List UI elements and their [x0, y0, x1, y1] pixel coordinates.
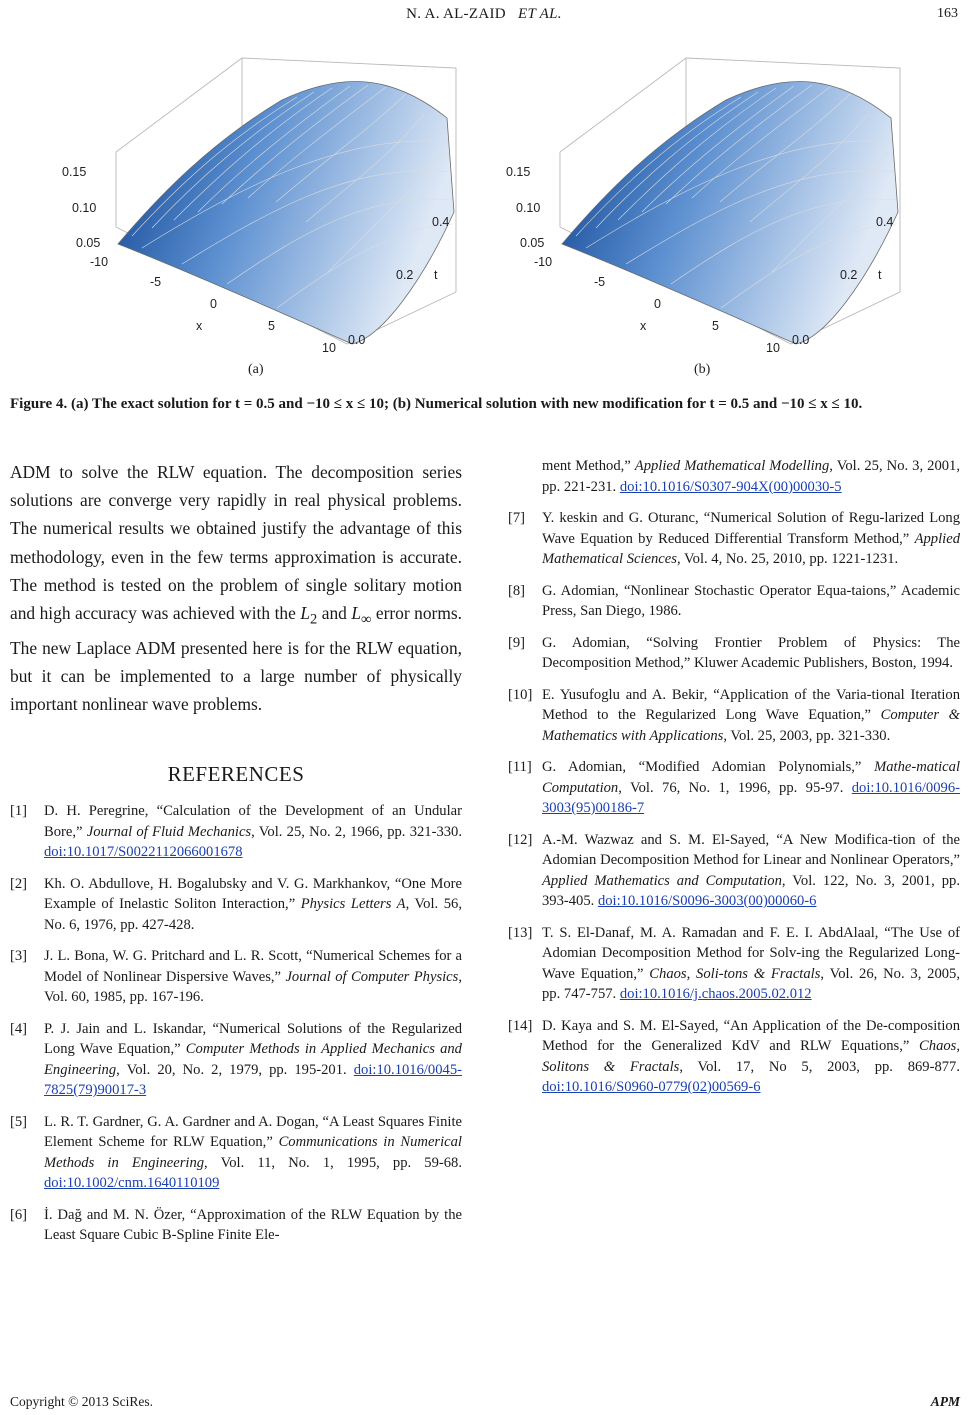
reference-number: [7] [508, 510, 526, 526]
reference-item [508, 923, 960, 1005]
t-tick: 0.0 [348, 333, 366, 347]
reference-text: A.-M. Wazwaz and S. M. El-Sayed, “A New Modifica-tion of the Adomian Decomposition Method for Linear and Nonlinear Operators,” Applied Mathematics and Computation, Vol. 122, No. 3, 2001, pp. 393-405. doi:10.1016/S0096-3003(00)00060-6 [542, 831, 960, 909]
x-tick: 10 [322, 341, 336, 355]
figure-caption: Figure 4. (a) The exact solution for t = 0.5 and −10 ≤ x ≤ 10; (b) Numerical solution with new modification for t = 0.5 and −10 ≤ x ≤ 10. [10, 396, 863, 412]
reference-item [10, 801, 462, 863]
reference-number: [14] [508, 1017, 533, 1034]
reference-number: [6] [10, 1206, 28, 1223]
reference-text: D. Kaya and S. M. El-Sayed, “An Application of the De-composition Method for the Generalized KdV and RLW Equations,” Chaos, Solitons & Fractals, Vol. 17, No 5, 2003, pp. 869-877. doi:10.1016/S0960-0779(02)00569-6 [542, 1017, 960, 1095]
surface-plot-b [496, 52, 916, 362]
z-tick: 0.10 [516, 201, 541, 215]
surface-plot-b-svg [496, 52, 916, 362]
reference-text: T. S. El-Danaf, M. A. Ramadan and F. E. I. AbdAlaal, “The Use of Adomian Decomposition Method for Solv-ing the Regularized Long-Wave Equation,” Chaos, Soli-tons & Fractals, Vol. 26, No. 3, 2005, pp. 747-757. doi:10.1016/j.chaos.2005.02.012 [542, 924, 961, 1002]
reference-text: P. J. Jain and L. Iskandar, “Numerical Solutions of the Regularized Long Wave Equation,” Computer Methods in Applied Mechanics and Engineering, Vol. 20, No. 2, 1979, pp. 195-201. doi:10.1016/0045-7825(79)90017-3 [44, 1020, 462, 1099]
reference-item [508, 456, 960, 497]
page-header [0, 6, 968, 26]
reference-number: [11] [508, 759, 532, 775]
reference-item [508, 1016, 960, 1098]
reference-item [508, 633, 960, 674]
x-tick: 10 [766, 341, 780, 355]
surface-plot-a-svg [52, 52, 472, 362]
reference-text: D. H. Peregrine, “Calculation of the Development of an Undular Bore,” Journal of Fluid Mechanics, Vol. 25, No. 2, 1966, pp. 321-330. doi:10.1017/S0022112066001678 [44, 803, 463, 861]
reference-text: Y. keskin and G. Oturanc, “Numerical Solution of Regu-larized Long Wave Equation by Reduced Differential Transform Method,” Applied Mathematical Sciences, Vol. 4, No. 25, 2010, pp. 1221-1231. [542, 510, 960, 567]
doi-link[interactable]: doi:10.1017/S0022112066001678 [44, 844, 243, 861]
x-tick: 5 [268, 319, 275, 333]
reference-number: [10] [508, 686, 533, 703]
journal-abbrev: APM [930, 1394, 960, 1409]
reference-item [508, 757, 960, 819]
reference-number: [9] [508, 634, 526, 651]
reference-item [508, 581, 960, 622]
copyright: Copyright © 2013 SciRes. [10, 1394, 154, 1409]
doi-link[interactable]: doi:10.1016/0045-7825(79)90017-3 [44, 1061, 462, 1099]
doi-link[interactable]: doi:10.1016/S0096-3003(00)00060-6 [597, 893, 817, 909]
right-column [508, 456, 960, 1109]
authors-etal: ET AL. [518, 6, 562, 22]
reference-list-right [508, 456, 960, 1098]
x-tick: 0 [210, 297, 217, 311]
reference-item [10, 1019, 462, 1101]
z-tick: 0.15 [62, 165, 87, 179]
surface-plot-a [52, 52, 472, 362]
x-tick: -5 [594, 275, 606, 289]
doi-link[interactable]: doi:10.1002/cnm.1640110109 [44, 1175, 220, 1192]
reference-number: [12] [508, 831, 533, 848]
reference-number: [1] [10, 803, 28, 820]
doi-link[interactable]: doi:10.1016/S0960-0779(02)00569-6 [542, 1079, 761, 1095]
doi-link[interactable]: doi:10.1016/S0307-904X(00)00030-5 [619, 478, 842, 495]
reference-text: L. R. T. Gardner, G. A. Gardner and A. Dogan, “A Least Squares Finite Element Scheme for RLW Equation,” Communications in Numerical Methods in Engineering, Vol. 11, No. 1, 1995, pp. 59-68. doi:10.1002/cnm.1640110109 [44, 1113, 462, 1192]
reference-number: [2] [10, 875, 28, 892]
reference-item [508, 830, 960, 912]
x-tick: -10 [90, 255, 109, 269]
reference-item [508, 508, 960, 570]
x-tick: 5 [712, 319, 719, 333]
left-column [10, 458, 462, 1257]
reference-number [508, 456, 542, 497]
reference-text: G. Adomian, “Modified Adomian Polynomials,” Mathe-matical Computation, Vol. 76, No. 1, 1996, pp. 95-97. doi:10.1016/0096-3003(95)00186-7 [542, 759, 960, 816]
reference-number: [4] [10, 1020, 28, 1037]
reference-text: ment Method,” Applied Mathematical Modelling, Vol. 25, No. 3, 2001, pp. 221-231. doi:10.1016/S0307-904X(00)00030-5 [542, 458, 960, 495]
t-tick: 0.4 [432, 215, 450, 229]
conclusion-paragraph: ADM to solve the RLW equation. The decomposition series solutions are converge very rapidly in real physical problems. The numerical results we obtained justify the advantage of this methodology, even in the few terms approximation is accurate. The method is tested on the problem of single solitary motion and high accuracy was achieved with the $L_2$ and $L_\infty$ error norms. The new Laplace ADM presented here is for the RLW equation, but it can be implemented to a large number of physically important nonlinear wave problems. [10, 462, 462, 715]
panel-label-b: (b) [694, 362, 711, 377]
running-authors [0, 6, 968, 23]
x-axis-label: x [640, 319, 647, 333]
reference-item [10, 946, 462, 1008]
doi-link[interactable]: doi:10.1016/0096-3003(95)00186-7 [542, 779, 960, 816]
z-tick: 0.05 [520, 236, 545, 250]
z-tick: 0.15 [506, 165, 531, 179]
panel-label-a: (a) [248, 362, 264, 377]
x-tick: -5 [150, 275, 162, 289]
reference-number: [8] [508, 582, 526, 599]
x-axis-label: x [196, 319, 203, 333]
reference-item [10, 874, 462, 936]
reference-list-left [10, 801, 462, 1246]
page-footer [10, 1394, 960, 1410]
t-tick: 0.2 [840, 268, 858, 282]
z-tick: 0.10 [72, 201, 97, 215]
reference-text: İ. Dağ and M. N. Özer, “Approximation of the RLW Equation by the Least Square Cubic B-Spline Finite Ele- [44, 1206, 462, 1244]
doi-link[interactable]: doi:10.1016/j.chaos.2005.02.012 [619, 986, 812, 1002]
reference-text: E. Yusufoglu and A. Bekir, “Application of the Varia-tional Iteration Method to the Regularized Long Wave Equation,” Computer & Mathematics with Applications, Vol. 25, 2003, pp. 321-330. [542, 686, 961, 744]
z-tick: 0.05 [76, 236, 101, 250]
reference-text: J. L. Bona, W. G. Pritchard and L. R. Scott, “Numerical Schemes for a Model of Nonlinear Dispersive Waves,” Journal of Computer Physics, Vol. 60, 1985, pp. 167-196. [44, 948, 462, 1006]
page-number: 163 [937, 6, 958, 21]
reference-number: [13] [508, 924, 533, 941]
x-tick: -10 [534, 255, 553, 269]
reference-number: [3] [10, 948, 28, 965]
t-axis-label: t [434, 268, 438, 282]
references-heading: REFERENCES [167, 762, 305, 787]
reference-item [10, 1112, 462, 1194]
figure-4 [0, 52, 968, 382]
x-tick: 0 [654, 297, 661, 311]
authors-main: N. A. AL-ZAID [406, 6, 506, 22]
reference-number: [5] [10, 1113, 28, 1130]
t-axis-label: t [878, 268, 882, 282]
reference-text: Kh. O. Abdullove, H. Bogalubsky and V. G. Markhankov, “One More Example of Inelastic Soliton Interaction,” Physics Letters A, Vol. 56, No. 6, 1976, pp. 427-428. [44, 875, 462, 933]
reference-item [10, 1205, 462, 1246]
t-tick: 0.2 [396, 268, 414, 282]
reference-text: G. Adomian, “Nonlinear Stochastic Operator Equa-taions,” Academic Press, San Diego, 1986. [542, 582, 960, 619]
reference-text: G. Adomian, “Solving Frontier Problem of Physics: The Decomposition Method,” Kluwer Academic Publishers, Boston, 1994. [542, 634, 960, 671]
reference-item [508, 685, 960, 747]
t-tick: 0.4 [876, 215, 894, 229]
t-tick: 0.0 [792, 333, 810, 347]
